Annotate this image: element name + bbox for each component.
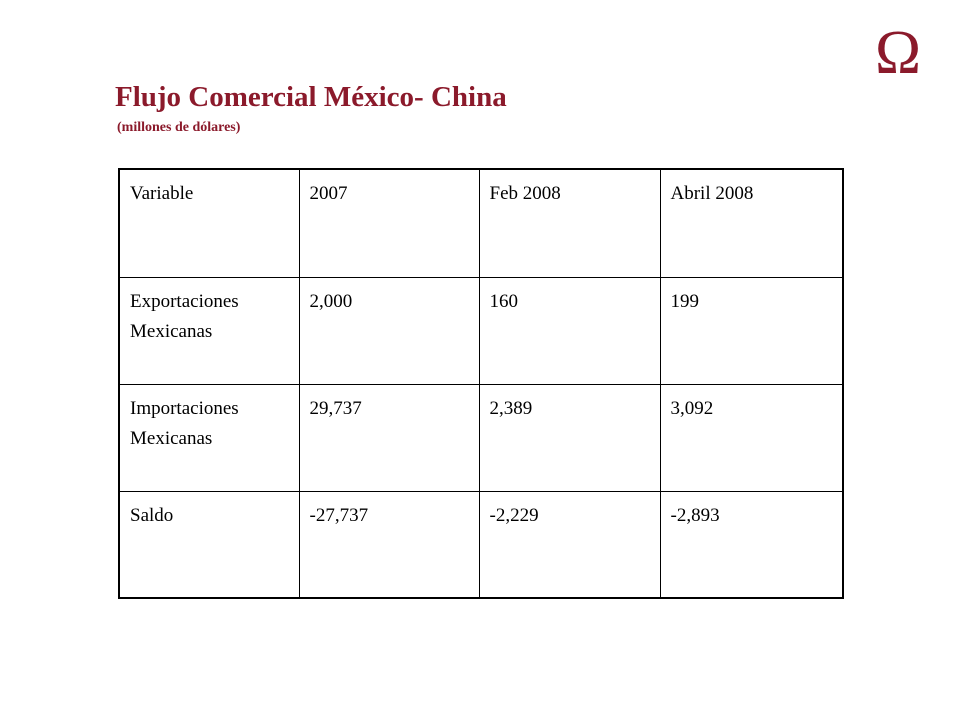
table-cell: -2,893 xyxy=(660,491,843,598)
table-cell: 199 xyxy=(660,277,843,384)
table-cell: 3,092 xyxy=(660,384,843,491)
table-row-exportaciones xyxy=(119,277,843,384)
omega-logo-icon: Ω xyxy=(875,19,922,87)
page-title: Flujo Comercial México- China xyxy=(115,81,507,113)
table-cell: 2,000 xyxy=(299,277,479,384)
header-cell-feb-2008: Feb 2008 xyxy=(479,169,660,277)
table-row-saldo xyxy=(119,491,843,598)
row-label: Importaciones Mexicanas xyxy=(119,384,299,491)
table-header-row xyxy=(119,169,843,277)
table-cell: -27,737 xyxy=(299,491,479,598)
table-cell: -2,229 xyxy=(479,491,660,598)
trade-flow-table xyxy=(118,168,844,599)
row-label: Exportaciones Mexicanas xyxy=(119,277,299,384)
header-cell-2007: 2007 xyxy=(299,169,479,277)
table-cell: 2,389 xyxy=(479,384,660,491)
table-cell: 160 xyxy=(479,277,660,384)
row-label: Saldo xyxy=(119,491,299,598)
header-cell-variable: Variable xyxy=(119,169,299,277)
table-row-importaciones xyxy=(119,384,843,491)
page-subtitle: (millones de dólares) xyxy=(117,120,241,135)
table-cell: 29,737 xyxy=(299,384,479,491)
header-cell-abril-2008: Abril 2008 xyxy=(660,169,843,277)
